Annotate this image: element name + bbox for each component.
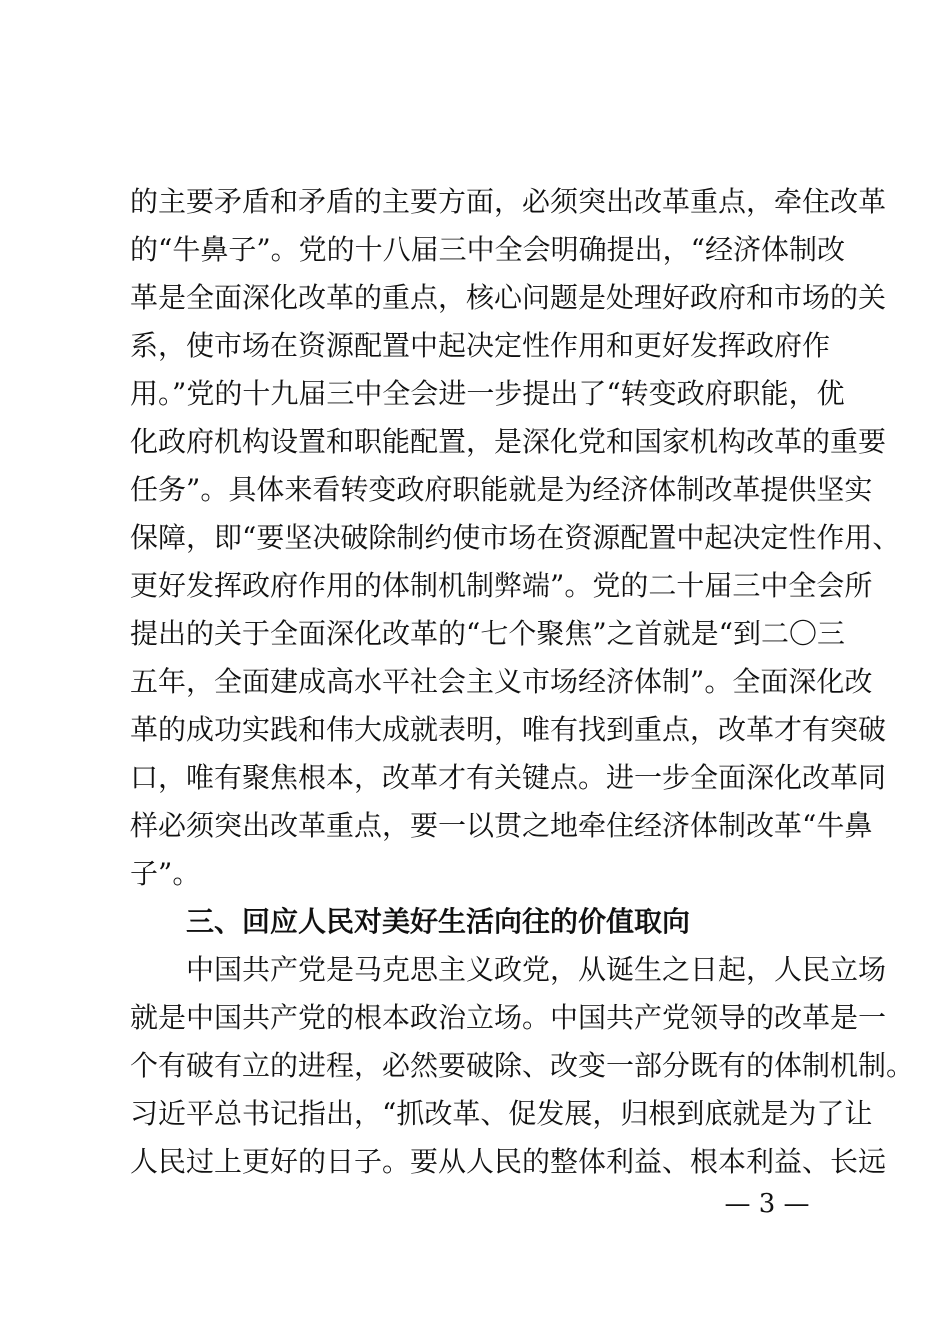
paragraph-line: 的主要矛盾和矛盾的主要方面，必须突出改革重点，牵住改革 [130,185,887,218]
paragraph-line: 习近平总书记指出，“抓改革、促发展，归根到底就是为了让 [130,1097,873,1130]
paragraph-line: 保障，即“要坚决破除制约使市场在资源配置中起决定性作用、 [130,521,901,554]
paragraph-line: 就是中国共产党的根本政治立场。中国共产党领导的改革是一 [130,1001,887,1034]
paragraph-line: 人民过上更好的日子。要从人民的整体利益、根本利益、长远 [130,1145,887,1178]
paragraph-line: 口，唯有聚焦根本，改革才有关键点。进一步全面深化改革同 [130,761,887,794]
paragraph-line: 革是全面深化改革的重点，核心问题是处理好政府和市场的关 [130,281,887,314]
paragraph-line: 中国共产党是马克思主义政党，从诞生之日起，人民立场 [186,953,887,986]
paragraph-line: 提出的关于全面深化改革的“七个聚焦”之首就是“到二〇三 [130,617,845,650]
page-number: — 3 — [724,1189,810,1219]
paragraph-2 [130,946,915,1186]
paragraph-line: 五年，全面建成高水平社会主义市场经济体制”。全面深化改 [130,665,873,698]
paragraph-line: 样必须突出改革重点，要一以贯之地牵住经济体制改革“牛鼻 [130,809,873,842]
paragraph-line: 更好发挥政府作用的体制机制弊端”。党的二十届三中全会所 [130,569,873,602]
paragraph-line: 个有破有立的进程，必然要破除、改变一部分既有的体制机制。 [130,1049,915,1082]
section-heading: 三、回应人民对美好生活向往的价值取向 [186,905,691,938]
paragraph-line: 系，使市场在资源配置中起决定性作用和更好发挥政府作 [130,329,831,362]
document-body [130,178,915,1186]
paragraph-line: 用。”党的十九届三中全会进一步提出了“转变政府职能，优 [130,377,845,410]
paragraph-line: 化政府机构设置和职能配置，是深化党和国家机构改革的重要 [130,425,887,458]
paragraph-line: 任务”。具体来看转变政府职能就是为经济体制改革提供坚实 [130,473,873,506]
paragraph-line: 的“牛鼻子”。党的十八届三中全会明确提出，“经济体制改 [130,233,845,266]
paragraph-line: 革的成功实践和伟大成就表明，唯有找到重点，改革才有突破 [130,713,887,746]
paragraph-line: 子”。 [130,857,201,890]
paragraph-1 [130,178,901,898]
